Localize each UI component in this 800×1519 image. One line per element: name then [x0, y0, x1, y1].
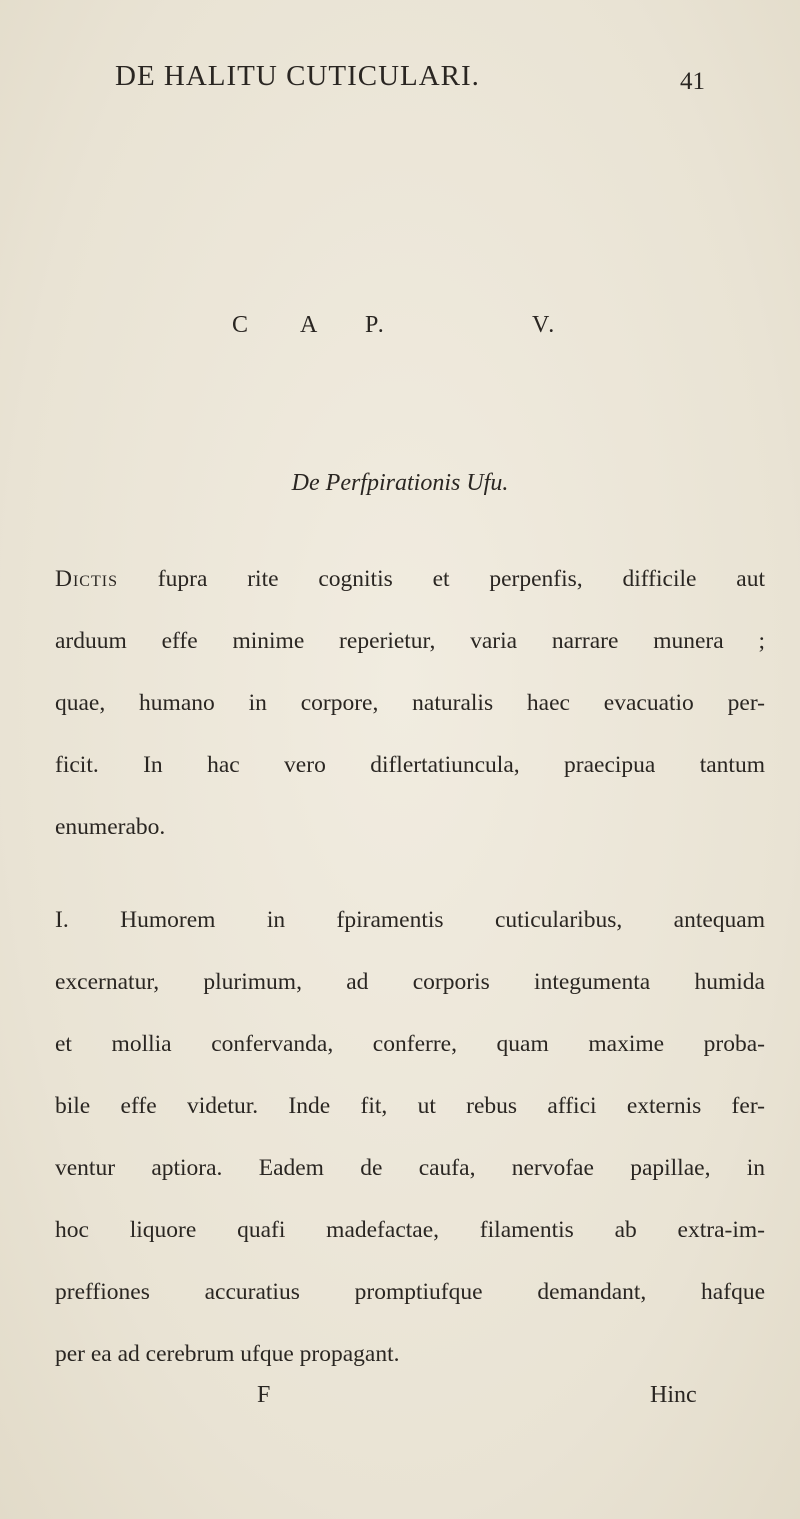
chapter-letter-a: A [300, 312, 320, 338]
text-line: ventur aptiora. Eadem de caufa, nervofae papillae, in [55, 1155, 765, 1181]
chapter-letter-c: C [232, 312, 251, 338]
text-line: et mollia confervanda, conferre, quam maxime proba- [55, 1031, 765, 1057]
text-line: quae, humano in corpore, naturalis haec evacuatio per- [55, 690, 765, 716]
text-line [55, 548, 765, 610]
chapter-subtitle: De Perfpirationis Ufu. [291, 470, 509, 496]
line-text: fupra rite cognitis et perpenfis, difficile aut [117, 566, 765, 592]
text-line: preffiones accuratius promptiufque demandant, hafque [55, 1279, 765, 1305]
catchline [0, 1382, 800, 1422]
catchword: Hinc [650, 1382, 697, 1408]
lead-word: Dictis [55, 566, 118, 592]
running-head [115, 60, 715, 100]
chapter-letter-p: P. [365, 312, 386, 338]
text-line: I. Humorem in fpiramentis cuticularibus, antequam [55, 907, 765, 933]
text-line: per ea ad cerebrum ufque propagant. [55, 1341, 400, 1367]
chapter-heading [0, 312, 800, 352]
paragraph-1 [55, 548, 765, 858]
text-line: ficit. In hac vero diflertatiuncula, praecipua tantum [55, 752, 765, 778]
paragraph-2 [55, 889, 765, 1385]
chapter-number: V. [532, 312, 557, 338]
text-line: arduum effe minime reperietur, varia narrare munera ; [55, 628, 765, 654]
text-line: enumerabo. [55, 814, 166, 840]
text-line: excernatur, plurimum, ad corporis integumenta humida [55, 969, 765, 995]
text-line: bile effe videtur. Inde fit, ut rebus affici externis fer- [55, 1093, 765, 1119]
text-line: hoc liquore quafi madefactae, filamentis ab extra-im- [55, 1217, 765, 1243]
signature-mark: F [257, 1382, 271, 1408]
page-number: 41 [680, 68, 705, 95]
running-title: DE HALITU CUTICULARI. [115, 60, 480, 92]
